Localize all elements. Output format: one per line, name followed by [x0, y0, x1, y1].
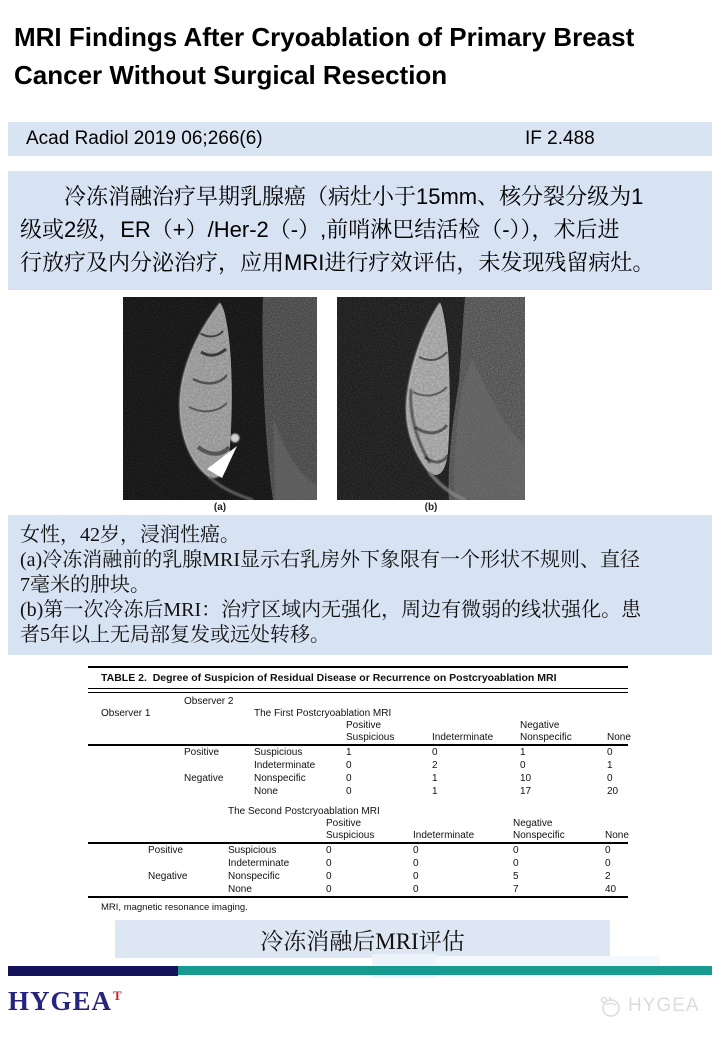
obs1-cell: Positive	[148, 845, 184, 856]
footer-bar-teal	[178, 966, 712, 975]
table-row	[88, 870, 628, 883]
mri-image-a	[123, 297, 317, 500]
tumor-nodule	[231, 434, 240, 443]
case-line: (a)冷冻消融前的乳腺MRI显示右乳房外下象限有一个形状不规则、直径	[20, 549, 640, 571]
col-header: Suspicious	[326, 830, 375, 841]
value-cell: 0	[520, 760, 526, 771]
spacer-cell	[88, 772, 184, 785]
section-banner	[115, 920, 610, 958]
section2-heading: The Second Postcryoablation MRI	[228, 806, 380, 817]
spacer-cell	[228, 830, 326, 842]
table-row	[88, 746, 628, 759]
spacer-cell	[88, 732, 184, 744]
col-header: Nonspecific	[520, 732, 572, 743]
value-cell: 0	[413, 858, 419, 869]
table-row	[88, 759, 628, 772]
hygea-watermark-icon	[598, 994, 622, 1018]
value-cell: 0	[413, 871, 419, 882]
value-cell: 0	[326, 845, 332, 856]
spacer-cell	[88, 720, 184, 732]
results-table	[88, 666, 631, 913]
value-cell: 17	[520, 786, 532, 797]
spacer-cell	[605, 818, 628, 830]
value-cell: 1	[607, 760, 613, 771]
spacer-cell	[88, 806, 228, 818]
value-cell: 5	[513, 871, 519, 882]
hygea-logo-text: HYGEA	[8, 986, 113, 1016]
value-cell: 0	[326, 871, 332, 882]
spacer-cell	[88, 759, 184, 772]
col-header: Nonspecific	[513, 830, 565, 841]
value-cell: 0	[605, 858, 611, 869]
value-cell: 0	[326, 884, 332, 895]
col-group-positive: Positive	[346, 720, 382, 731]
value-cell: 2	[432, 760, 438, 771]
journal-citation: Acad Radiol 2019 06;266(6)	[26, 128, 263, 149]
spacer-cell	[432, 720, 520, 732]
spacer-cell	[184, 720, 254, 732]
observer2-header: Observer 2	[184, 696, 234, 707]
section1-heading: The First Postcryoablation MRI	[254, 708, 392, 719]
hygea-watermark	[598, 994, 700, 1018]
value-cell: 0	[346, 773, 352, 784]
value-cell: 0	[607, 773, 613, 784]
value-cell: 10	[520, 773, 532, 784]
spacer-cell	[88, 746, 184, 759]
obs2-cell: Suspicious	[228, 845, 277, 856]
hygea-logo	[8, 986, 123, 1017]
obs1-cell	[88, 883, 228, 896]
hygea-logo-mark: T	[113, 988, 123, 1003]
table-row	[88, 785, 628, 798]
spacer-cell	[88, 830, 228, 842]
value-cell: 1	[346, 747, 352, 758]
col-group-negative: Negative	[513, 818, 553, 829]
journal-bar	[8, 122, 712, 156]
col-header: None	[605, 830, 629, 841]
spacer-cell	[254, 720, 346, 732]
value-cell: 40	[605, 884, 617, 895]
value-cell: 0	[605, 845, 611, 856]
table-title: TABLE 2. Degree of Suspicion of Residual Disease or Recurrence on Postcryoablation MRI	[101, 672, 557, 684]
obs1-cell	[88, 857, 228, 870]
intro-line: 行放疗及内分泌治疗，应用MRI进行疗效评估，未发现残留病灶。	[20, 250, 655, 275]
obs2-cell: None	[228, 884, 252, 895]
col-group-positive: Positive	[326, 818, 362, 829]
spacer-cell	[607, 720, 628, 732]
value-cell: 0	[513, 845, 519, 856]
table-footnote: MRI, magnetic resonance imaging.	[101, 902, 248, 913]
case-line: (b)第一次冷冻后MRI：治疗区域内无强化，周边有微弱的线状强化。患	[20, 599, 642, 621]
value-cell: 7	[513, 884, 519, 895]
figure-label-b: (b)	[424, 502, 438, 513]
value-cell: 0	[413, 845, 419, 856]
value-cell: 0	[346, 760, 352, 771]
figure-label-a: (a)	[213, 502, 227, 513]
intro-line: 级或2级，ER（+）/Her-2（-）,前哨淋巴结活检（-）），术后进	[20, 217, 620, 242]
spacer-cell	[413, 818, 513, 830]
watermark-text: HYGEA	[628, 995, 700, 1016]
spacer-cell	[184, 732, 254, 744]
spacer-cell	[184, 708, 254, 720]
case-line: 7毫米的肿块。	[20, 574, 150, 596]
spacer-cell	[88, 785, 184, 798]
spacer-cell	[88, 818, 228, 830]
obs2-cell: Indeterminate	[228, 858, 290, 869]
obs2-cell: Suspicious	[254, 747, 303, 758]
obs2-cell: Indeterminate	[254, 760, 316, 771]
value-cell: 1	[520, 747, 526, 758]
case-line: 者5年以上无局部复发或远处转移。	[20, 624, 330, 646]
observer1-header: Observer 1	[101, 708, 151, 719]
obs1-cell: Negative	[184, 773, 224, 784]
value-cell: 0	[607, 747, 613, 758]
value-cell: 1	[432, 773, 438, 784]
obs1-cell	[184, 759, 254, 772]
mri-image-b	[337, 297, 525, 500]
col-header: None	[607, 732, 631, 743]
spacer-cell	[228, 818, 326, 830]
value-cell: 20	[607, 786, 619, 797]
table-row	[88, 772, 628, 785]
obs1-cell	[184, 785, 254, 798]
obs2-cell: Nonspecific	[254, 773, 306, 784]
obs1-cell: Positive	[184, 747, 220, 758]
col-header: Indeterminate	[413, 830, 475, 841]
intro-paragraph	[8, 171, 712, 290]
value-cell: 1	[432, 786, 438, 797]
spacer-cell	[254, 732, 346, 744]
intro-line: 冷冻消融治疗早期乳腺癌（病灶小于15mm、核分裂分级为1	[64, 184, 644, 209]
impact-factor: IF 2.488	[525, 128, 595, 149]
case-description	[8, 515, 712, 655]
footer-bar-navy	[8, 966, 178, 976]
value-cell: 0	[346, 786, 352, 797]
value-cell: 0	[413, 884, 419, 895]
obs2-cell: Nonspecific	[228, 871, 280, 882]
col-header: Indeterminate	[432, 732, 494, 743]
table-row	[88, 883, 628, 896]
obs1-cell: Negative	[148, 871, 188, 882]
value-cell: 2	[605, 871, 611, 882]
case-line: 女性，42岁，浸润性癌。	[20, 524, 240, 546]
value-cell: 0	[432, 747, 438, 758]
table-row	[88, 844, 628, 857]
obs2-cell: None	[254, 786, 278, 797]
page-title: MRI Findings After Cryoablation of Primary Breast Cancer Without Surgical Resection	[14, 22, 635, 90]
spacer-cell	[88, 696, 184, 708]
value-cell: 0	[513, 858, 519, 869]
table-row	[88, 857, 628, 870]
value-cell: 0	[326, 858, 332, 869]
col-group-negative: Negative	[520, 720, 560, 731]
col-header: Suspicious	[346, 732, 395, 743]
banner-text: 冷冻消融后MRI评估	[260, 928, 465, 954]
